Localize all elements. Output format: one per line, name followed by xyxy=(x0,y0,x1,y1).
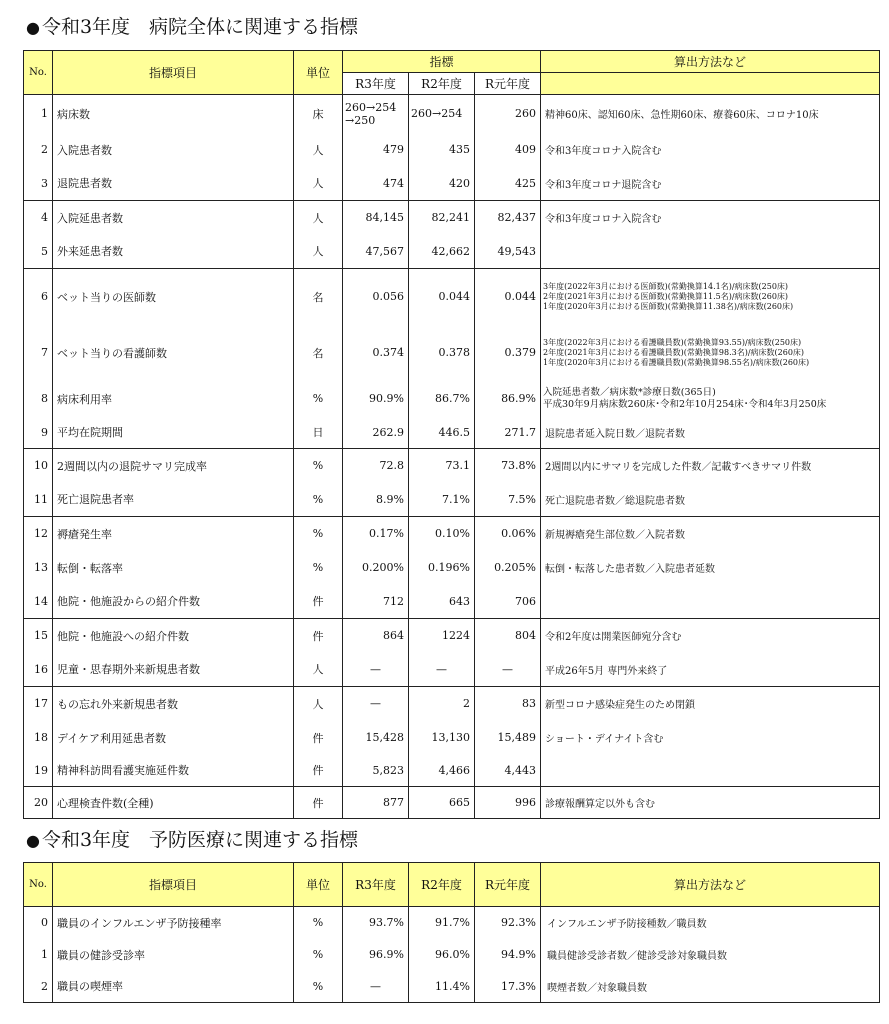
row-no: 1 xyxy=(24,939,53,971)
table-row xyxy=(24,269,880,325)
row-unit: 床 xyxy=(294,95,343,133)
header-method: 算出方法など xyxy=(541,51,880,73)
row-r2: 73.1 xyxy=(409,449,475,483)
row-r2: 435 xyxy=(409,133,475,167)
row-r3: — xyxy=(343,687,409,721)
row-r3: 260→254 →250 xyxy=(343,95,409,133)
header-method-blank xyxy=(541,73,880,95)
table-row xyxy=(24,449,880,483)
row-method: 診療報酬算定以外も含む xyxy=(541,787,880,819)
preventive-indicators-table xyxy=(23,862,880,1003)
row-r2: 86.7% xyxy=(409,381,475,417)
table-row xyxy=(24,551,880,585)
section-title-preventive xyxy=(26,827,358,854)
table-row xyxy=(24,381,880,417)
row-r3: 72.8 xyxy=(343,449,409,483)
row-r3: — xyxy=(343,653,409,687)
row-r2: 7.1% xyxy=(409,483,475,517)
hospital-indicators-table xyxy=(23,50,880,819)
header-no: No. xyxy=(24,51,53,95)
row-no: 8 xyxy=(24,381,53,417)
row-r1: 0.06% xyxy=(475,517,541,551)
row-item: 職員の健診受診率 xyxy=(53,939,294,971)
row-method: 精神60床、認知60床、急性期60床、療養60床、コロナ10床 xyxy=(541,95,880,133)
row-no: 19 xyxy=(24,755,53,787)
row-method xyxy=(541,585,880,619)
row-unit: % xyxy=(294,551,343,585)
row-r3: 0.374 xyxy=(343,325,409,381)
row-item: 外来延患者数 xyxy=(53,235,294,269)
row-r3: 0.17% xyxy=(343,517,409,551)
table-row xyxy=(24,585,880,619)
row-item: 死亡退院患者率 xyxy=(53,483,294,517)
row-no: 5 xyxy=(24,235,53,269)
table-row xyxy=(24,483,880,517)
table-row xyxy=(24,687,880,721)
row-unit: 人 xyxy=(294,687,343,721)
section-title-text: 令和3年度 予防医療に関連する指標 xyxy=(41,829,359,851)
header-item: 指標項目 xyxy=(53,863,294,907)
table-row xyxy=(24,201,880,235)
table-row xyxy=(24,235,880,269)
row-unit: % xyxy=(294,907,343,939)
row-r1: 82,437 xyxy=(475,201,541,235)
row-r3: 8.9% xyxy=(343,483,409,517)
row-item: 心理検査件数(全種) xyxy=(53,787,294,819)
row-r3: 90.9% xyxy=(343,381,409,417)
row-method: 転倒・転落した患者数／入院患者延数 xyxy=(541,551,880,585)
header-unit: 単位 xyxy=(294,51,343,95)
row-r1: 260 xyxy=(475,95,541,133)
row-r3: 712 xyxy=(343,585,409,619)
row-method: 新規褥瘡発生部位数／入院者数 xyxy=(541,517,880,551)
row-r3: 5,823 xyxy=(343,755,409,787)
row-r3: 0.200% xyxy=(343,551,409,585)
header-unit: 単位 xyxy=(294,863,343,907)
row-no: 20 xyxy=(24,787,53,819)
row-item: ベット当りの看護師数 xyxy=(53,325,294,381)
row-unit: % xyxy=(294,939,343,971)
row-unit: 人 xyxy=(294,653,343,687)
row-no: 0 xyxy=(24,907,53,939)
row-item: 児童・思春期外来新規患者数 xyxy=(53,653,294,687)
row-item: 退院患者数 xyxy=(53,167,294,201)
row-no: 16 xyxy=(24,653,53,687)
row-method: 退院患者延入院日数／退院者数 xyxy=(541,417,880,449)
row-no: 1 xyxy=(24,95,53,133)
row-unit: % xyxy=(294,381,343,417)
row-method: 入院延患者数／病床数*診療日数(365日) 平成30年9月病床数260床･令和2年10月254床･令和4年3月250床 xyxy=(541,381,880,417)
table-row xyxy=(24,939,880,971)
table-row xyxy=(24,755,880,787)
row-method xyxy=(541,235,880,269)
row-r1: 271.7 xyxy=(475,417,541,449)
section-title-hospital xyxy=(26,14,358,41)
row-r2: 96.0% xyxy=(409,939,475,971)
row-unit: 名 xyxy=(294,325,343,381)
row-no: 13 xyxy=(24,551,53,585)
row-method: 職員健診受診者数／健診受診対象職員数 xyxy=(541,939,880,971)
table-row xyxy=(24,517,880,551)
row-item: もの忘れ外来新規患者数 xyxy=(53,687,294,721)
row-method: 令和3年度コロナ入院含む xyxy=(541,201,880,235)
row-r3: 0.056 xyxy=(343,269,409,325)
row-r1: 0.205% xyxy=(475,551,541,585)
row-r1: 94.9% xyxy=(475,939,541,971)
row-unit: 名 xyxy=(294,269,343,325)
row-r1: 15,489 xyxy=(475,721,541,755)
row-no: 12 xyxy=(24,517,53,551)
row-r1: 92.3% xyxy=(475,907,541,939)
row-r2: 42,662 xyxy=(409,235,475,269)
row-r1: 83 xyxy=(475,687,541,721)
row-method: インフルエンザ予防接種数／職員数 xyxy=(541,907,880,939)
row-unit: 件 xyxy=(294,755,343,787)
row-r2: 0.044 xyxy=(409,269,475,325)
row-method: 喫煙者数／対象職員数 xyxy=(541,971,880,1003)
header-r2: R2年度 xyxy=(409,73,475,95)
row-item: 平均在院期間 xyxy=(53,417,294,449)
row-r1: 17.3% xyxy=(475,971,541,1003)
header-method: 算出方法など xyxy=(541,863,880,907)
row-r1: 425 xyxy=(475,167,541,201)
row-no: 2 xyxy=(24,971,53,1003)
row-item: 病床利用率 xyxy=(53,381,294,417)
row-r3: 47,567 xyxy=(343,235,409,269)
row-item: 職員の喫煙率 xyxy=(53,971,294,1003)
row-unit: 日 xyxy=(294,417,343,449)
row-no: 6 xyxy=(24,269,53,325)
header-r1: R元年度 xyxy=(475,863,541,907)
row-no: 7 xyxy=(24,325,53,381)
row-item: 入院延患者数 xyxy=(53,201,294,235)
row-r2: 91.7% xyxy=(409,907,475,939)
row-r2: 420 xyxy=(409,167,475,201)
row-r3: 262.9 xyxy=(343,417,409,449)
row-item: 職員のインフルエンザ予防接種率 xyxy=(53,907,294,939)
row-r2: 4,466 xyxy=(409,755,475,787)
row-r1: 0.379 xyxy=(475,325,541,381)
row-no: 4 xyxy=(24,201,53,235)
row-unit: 件 xyxy=(294,585,343,619)
row-unit: 件 xyxy=(294,619,343,653)
row-item: ベット当りの医師数 xyxy=(53,269,294,325)
row-method: ショート・デイナイト含む xyxy=(541,721,880,755)
row-unit: % xyxy=(294,517,343,551)
header-r3: R3年度 xyxy=(343,863,409,907)
table-row xyxy=(24,907,880,939)
row-r3: — xyxy=(343,971,409,1003)
row-r3: 96.9% xyxy=(343,939,409,971)
row-r2: 0.196% xyxy=(409,551,475,585)
row-item: 入院患者数 xyxy=(53,133,294,167)
header-r2: R2年度 xyxy=(409,863,475,907)
row-unit: 人 xyxy=(294,201,343,235)
table-row xyxy=(24,971,880,1003)
row-r3: 84,145 xyxy=(343,201,409,235)
row-unit: 人 xyxy=(294,133,343,167)
row-r1: 996 xyxy=(475,787,541,819)
row-r3: 15,428 xyxy=(343,721,409,755)
row-unit: 人 xyxy=(294,235,343,269)
row-r1: 86.9% xyxy=(475,381,541,417)
row-r2: 13,130 xyxy=(409,721,475,755)
section-title-text: 令和3年度 病院全体に関連する指標 xyxy=(41,16,359,38)
row-no: 14 xyxy=(24,585,53,619)
table-row xyxy=(24,619,880,653)
row-r2: 0.10% xyxy=(409,517,475,551)
table-row xyxy=(24,721,880,755)
row-no: 11 xyxy=(24,483,53,517)
table-row xyxy=(24,167,880,201)
row-method: 令和2年度は開業医師宛分含む xyxy=(541,619,880,653)
row-r1: 706 xyxy=(475,585,541,619)
header-r3: R3年度 xyxy=(343,73,409,95)
row-r1: 49,543 xyxy=(475,235,541,269)
row-item: 病床数 xyxy=(53,95,294,133)
row-r3: 93.7% xyxy=(343,907,409,939)
row-item: 褥瘡発生率 xyxy=(53,517,294,551)
row-r1: 0.044 xyxy=(475,269,541,325)
row-method: 平成26年5月 専門外来終了 xyxy=(541,653,880,687)
row-no: 10 xyxy=(24,449,53,483)
row-r2: 1224 xyxy=(409,619,475,653)
row-r3: 864 xyxy=(343,619,409,653)
table-row xyxy=(24,417,880,449)
row-item: 精神科訪問看護実施延件数 xyxy=(53,755,294,787)
row-item: 転倒・転落率 xyxy=(53,551,294,585)
bullet-icon: ● xyxy=(26,831,40,850)
table-row xyxy=(24,95,880,133)
row-r3: 479 xyxy=(343,133,409,167)
row-r1: — xyxy=(475,653,541,687)
row-method: 令和3年度コロナ入院含む xyxy=(541,133,880,167)
row-item: 他院・他施設からの紹介件数 xyxy=(53,585,294,619)
row-r3: 877 xyxy=(343,787,409,819)
row-r2: 2 xyxy=(409,687,475,721)
row-r2: — xyxy=(409,653,475,687)
header-r1: R元年度 xyxy=(475,73,541,95)
row-r2: 665 xyxy=(409,787,475,819)
table-row xyxy=(24,133,880,167)
row-r1: 804 xyxy=(475,619,541,653)
row-r1: 7.5% xyxy=(475,483,541,517)
row-method: 3年度(2022年3月における看護職員数)(常勤換算93.55)/病床数(250床) 2年度(2021年3月における看護職員数)(常勤換算98.3名)/病床数(260床) 1年度(2020年3月における看護職員数)(常勤換算98.55名)/病床数(260床) xyxy=(541,325,880,381)
row-item: 2週間以内の退院サマリ完成率 xyxy=(53,449,294,483)
row-r1: 409 xyxy=(475,133,541,167)
row-unit: 件 xyxy=(294,721,343,755)
row-no: 2 xyxy=(24,133,53,167)
row-r1: 4,443 xyxy=(475,755,541,787)
row-no: 9 xyxy=(24,417,53,449)
row-r2: 0.378 xyxy=(409,325,475,381)
row-method: 死亡退院患者数／総退院患者数 xyxy=(541,483,880,517)
row-unit: % xyxy=(294,971,343,1003)
row-no: 3 xyxy=(24,167,53,201)
header-item: 指標項目 xyxy=(53,51,294,95)
table-row xyxy=(24,787,880,819)
row-unit: 件 xyxy=(294,787,343,819)
table-row xyxy=(24,653,880,687)
row-no: 18 xyxy=(24,721,53,755)
row-method: 令和3年度コロナ退院含む xyxy=(541,167,880,201)
row-method: 2週間以内にサマリを完成した件数／記載すべきサマリ件数 xyxy=(541,449,880,483)
row-no: 17 xyxy=(24,687,53,721)
row-r2: 11.4% xyxy=(409,971,475,1003)
row-r2: 446.5 xyxy=(409,417,475,449)
row-r1: 73.8% xyxy=(475,449,541,483)
row-method: 3年度(2022年3月における医師数)(常勤換算14.1名)/病床数(250床) 2年度(2021年3月における医師数)(常勤換算11.5名)/病床数(260床) 1年度(2020年3月における医師数)(常勤換算11.38名)/病床数(260床) xyxy=(541,269,880,325)
row-unit: % xyxy=(294,449,343,483)
row-item: デイケア利用延患者数 xyxy=(53,721,294,755)
row-r3: 474 xyxy=(343,167,409,201)
table-row xyxy=(24,325,880,381)
header-no: No. xyxy=(24,863,53,907)
row-r2: 82,241 xyxy=(409,201,475,235)
row-method xyxy=(541,755,880,787)
row-r2: 260→254 xyxy=(409,95,475,133)
bullet-icon: ● xyxy=(26,18,40,37)
row-item: 他院・他施設への紹介件数 xyxy=(53,619,294,653)
row-no: 15 xyxy=(24,619,53,653)
header-indicator: 指標 xyxy=(343,51,541,73)
row-r2: 643 xyxy=(409,585,475,619)
row-unit: % xyxy=(294,483,343,517)
row-unit: 人 xyxy=(294,167,343,201)
row-method: 新型コロナ感染症発生のため閉鎖 xyxy=(541,687,880,721)
